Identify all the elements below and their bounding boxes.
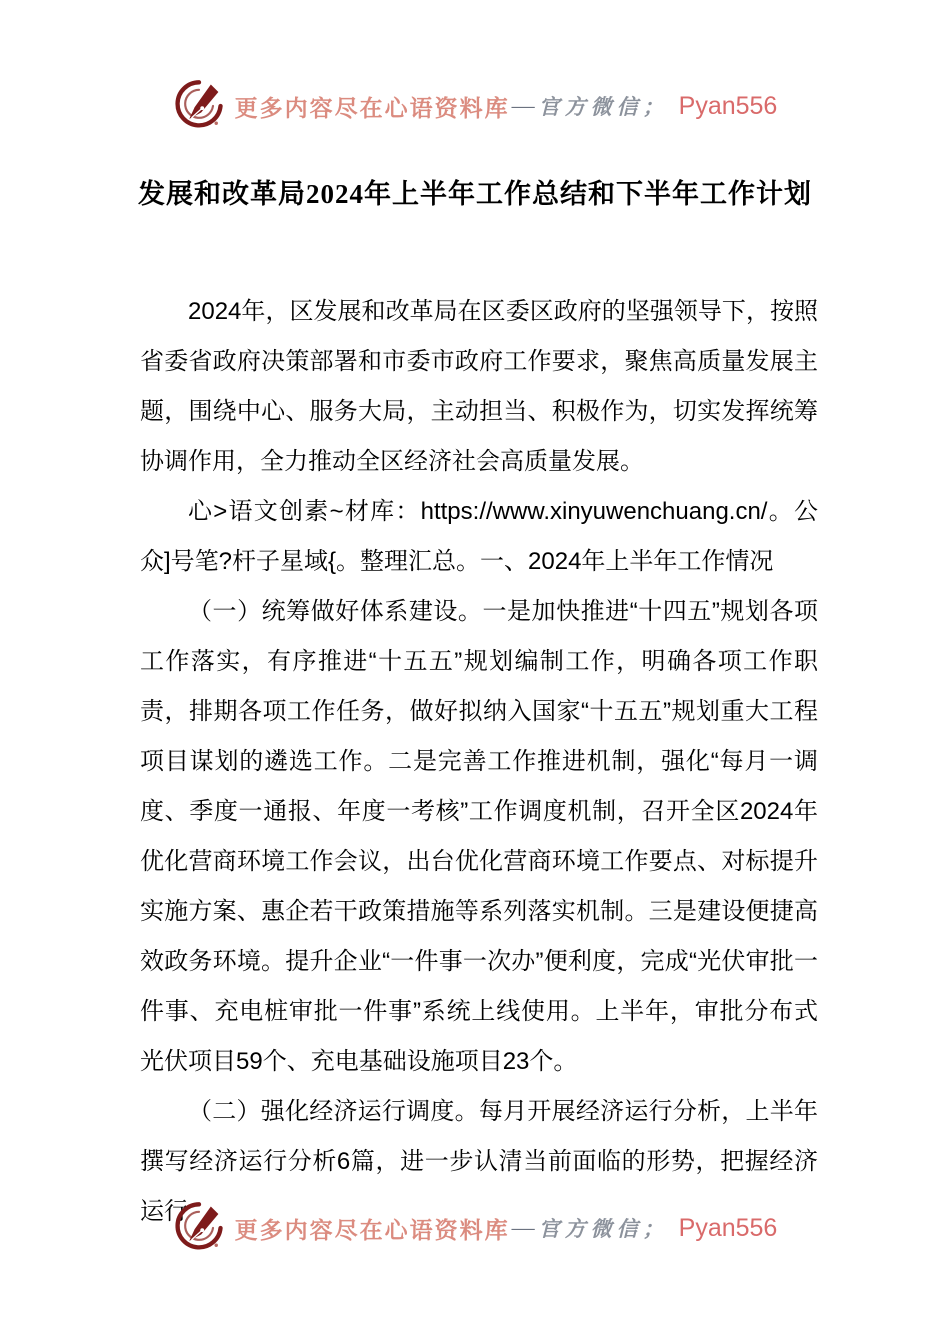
brand-text: 更多内容尽在心语资料库 bbox=[234, 1217, 510, 1243]
document-body bbox=[140, 287, 818, 1237]
paragraph-intro: 2024年，区发展和改革局在区委区政府的坚强领导下，按照省委省政府决策部署和市委市政府工作要求，聚焦高质量发展主题，围绕中心、服务大局，主动担当、积极作为，切实发挥统筹协调作用，全力推动全区经济社会高质量发展。 bbox=[140, 298, 818, 475]
brand-dash: — bbox=[511, 93, 535, 118]
wechat-id: Pyan556 bbox=[678, 91, 778, 120]
wechat-id: Pyan556 bbox=[678, 1213, 778, 1242]
wechat-label: 官方微信； bbox=[538, 1217, 669, 1241]
page-header-brand bbox=[0, 76, 950, 136]
wechat-label: 官方微信； bbox=[538, 95, 669, 119]
page-footer-brand bbox=[0, 1198, 950, 1258]
paragraph-section-1: （一）统筹做好体系建设。一是加快推进“十四五”规划各项工作落实，有序推进“十五五”规划编制工作，明确各项工作职责，排期各项工作任务，做好拟纳入国家“十五五”规划重大工程项目谋划的遴选工作。二是完善工作推进机制，强化“每月一调度、季度一通报、年度一考核”工作调度机制，召开全区2024年优化营商环境工作会议，出台优化营商环境工作要点、对标提升实施方案、惠企若干政策措施等系列落实机制。三是建设便捷高效政务环境。提升企业“一件事一次办”便利度，完成“光伏审批一件事、充电桩审批一件事”系统上线使用。上半年，审批分布式光伏项目59个、充电基础设施项目23个。 bbox=[140, 598, 818, 1075]
document-title: 发展和改革局2024年上半年工作总结和下半年工作计划 bbox=[138, 179, 812, 209]
brand-dash: — bbox=[511, 1215, 535, 1240]
pen-nib-swirl-icon bbox=[173, 78, 225, 134]
paragraph-section-2: （二）强化经济运行调度。每月开展经济运行分析，上半年撰写经济运行分析6篇，进一步认清当前面临的形势，把握经济运行 bbox=[140, 1098, 818, 1225]
paragraph-watermark-source: 心>语文创素~材库：https://www.xinyuwenchuang.cn/。公众]号笔?杆子星域{。整理汇总。一、2024年上半年工作情况 bbox=[140, 498, 818, 575]
brand-text: 更多内容尽在心语资料库 bbox=[234, 95, 510, 121]
pen-nib-swirl-icon bbox=[173, 1200, 225, 1256]
